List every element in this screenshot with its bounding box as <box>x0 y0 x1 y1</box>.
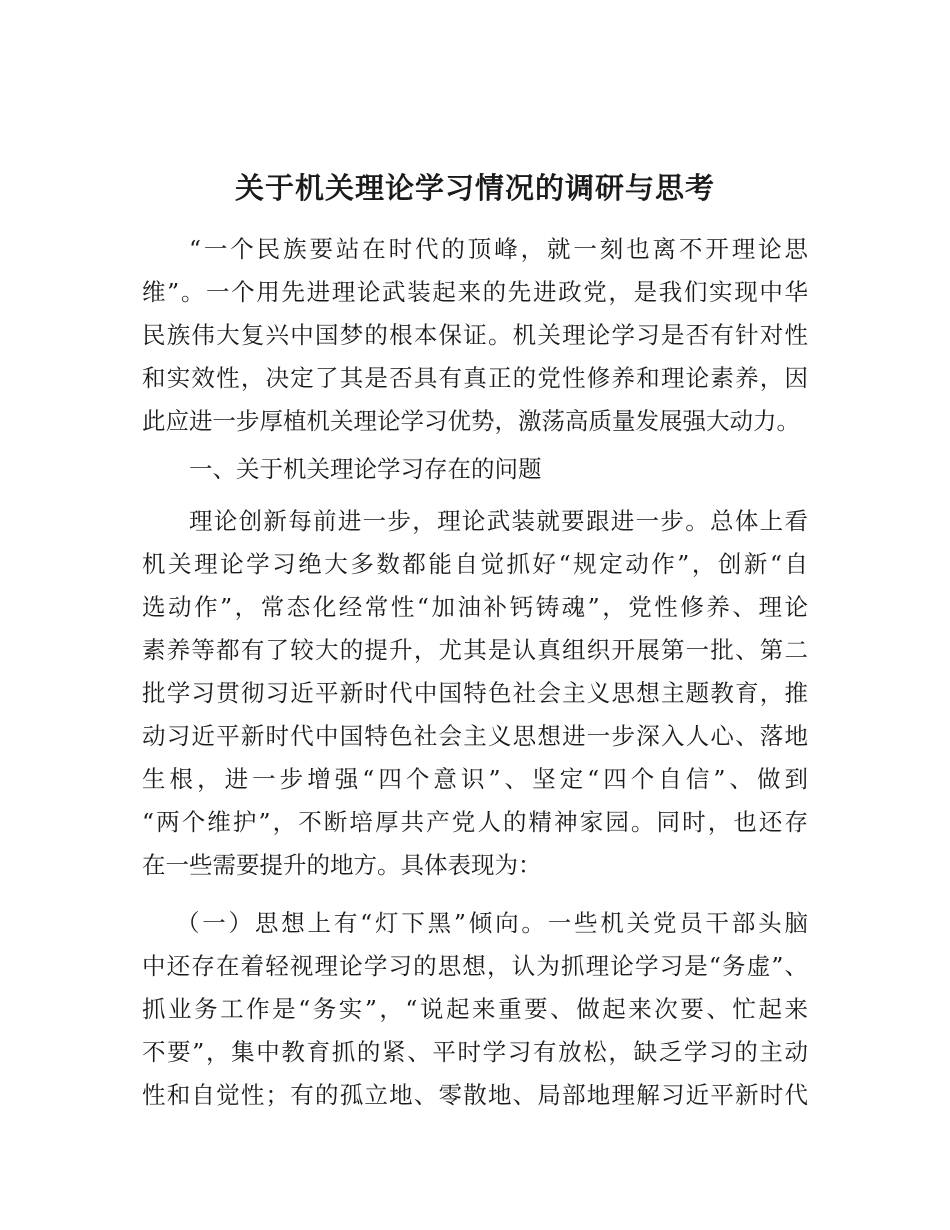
paragraph-line: 动习近平新时代中国特色社会主义思想进一步深入人心、落地 <box>142 722 808 750</box>
paragraph-line: （一）思想上有“灯下黑”倾向。一些机关党员干部头脑 <box>176 909 808 937</box>
paragraph-line: 此应进一步厚植机关理论学习优势，激荡高质量发展强大动力。 <box>142 407 800 435</box>
paragraph-line: 性和自觉性；有的孤立地、零散地、局部地理解习近平新时代 <box>142 1081 808 1109</box>
paragraph-issue-one <box>142 902 808 1117</box>
paragraph-line: 机关理论学习绝大多数都能自觉抓好“规定动作”，创新“自 <box>142 550 808 578</box>
section-heading-problems <box>142 448 808 491</box>
paragraph-line: 批学习贯彻习近平新时代中国特色社会主义思想主题教育，推 <box>142 679 808 707</box>
paragraph-line: 维”。一个用先进理论武装起来的先进政党，是我们实现中华 <box>142 278 808 306</box>
paragraph-line: “一个民族要站在时代的顶峰，就一刻也离不开理论思 <box>189 235 808 263</box>
paragraph-line: 素养等都有了较大的提升，尤其是认真组织开展第一批、第二 <box>142 636 808 664</box>
paragraph-line: 民族伟大复兴中国梦的根本保证。机关理论学习是否有针对性 <box>142 321 808 349</box>
paragraph-line: 不要”，集中教育抓的紧、平时学习有放松，缺乏学习的主动 <box>142 1038 808 1066</box>
document-page <box>142 0 812 1230</box>
paragraph-line: “两个维护”，不断培厚共产党人的精神家园。同时，也还存 <box>142 808 808 836</box>
paragraph-line: 生根，进一步增强“四个意识”、坚定“四个自信”、做到 <box>142 765 808 793</box>
document-title: 关于机关理论学习情况的调研与思考 <box>234 171 715 205</box>
paragraph-overview <box>142 500 808 887</box>
paragraph-line: 抓业务工作是“务实”，“说起来重要、做起来次要、忙起来 <box>142 995 808 1023</box>
paragraph-line: 在一些需要提升的地方。具体表现为： <box>142 851 542 879</box>
section-heading-line: 一、关于机关理论学习存在的问题 <box>189 455 542 483</box>
paragraph-line: 和实效性，决定了其是否具有真正的党性修养和理论素养，因 <box>142 364 808 392</box>
paragraph-intro <box>142 228 808 443</box>
paragraph-line: 理论创新每前进一步，理论武装就要跟进一步。总体上看 <box>189 507 808 535</box>
paragraph-line: 中还存在着轻视理论学习的思想，认为抓理论学习是“务虚”、 <box>142 952 808 980</box>
paragraph-line: 选动作”，常态化经常性“加油补钙铸魂”，党性修养、理论 <box>142 593 808 621</box>
